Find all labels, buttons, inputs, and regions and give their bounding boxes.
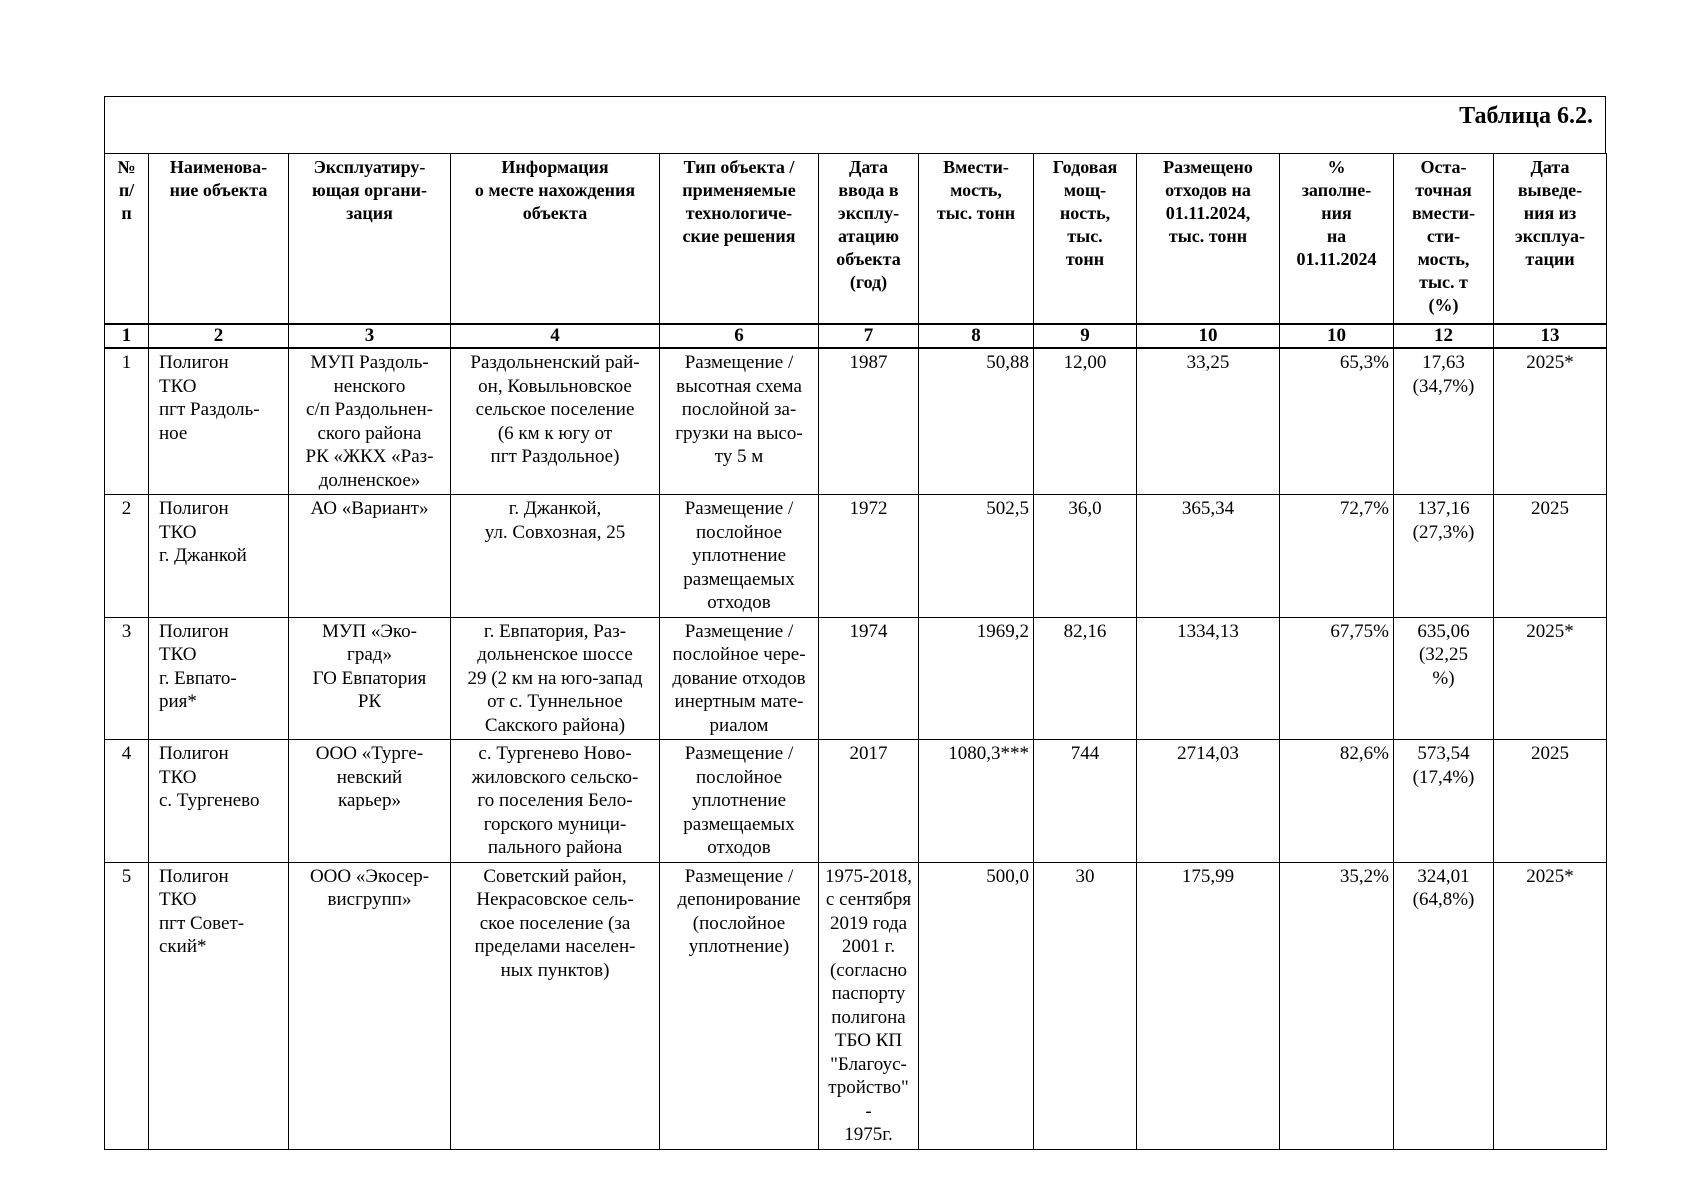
column-number: 13 [1494, 324, 1607, 348]
column-number: 8 [919, 324, 1034, 348]
cell-annual-capacity: 12,00 [1034, 348, 1137, 495]
cell-type: Размещение / послойное чере- дование отходов инертным мате- риалом [660, 617, 819, 740]
header-remaining-capacity: Оста- точная вмести- сти- мость, тыс. т (%) [1394, 154, 1494, 325]
column-number: 7 [819, 324, 919, 348]
column-number-row [105, 324, 1607, 348]
cell-remaining-capacity: 137,16 (27,3%) [1394, 495, 1494, 618]
cell-location: г. Евпатория, Раз- дольненское шоссе 29 (2 км на юго-запад от с. Туннельное Сакского района) [451, 617, 660, 740]
cell-placed-waste: 1334,13 [1137, 617, 1280, 740]
cell-decommission-date: 2025* [1494, 348, 1607, 495]
cell-operator: МУП Раздоль- ненского с/п Раздольнен- ского района РК «ЖКХ «Раз- долненское» [289, 348, 451, 495]
cell-remaining-capacity: 635,06 (32,25 %) [1394, 617, 1494, 740]
header-capacity: Вмести- мость, тыс. тонн [919, 154, 1034, 325]
table-caption: Таблица 6.2. [1459, 103, 1593, 129]
document-sheet [104, 96, 1606, 1150]
column-number: 2 [149, 324, 289, 348]
cell-commission-date: 1974 [819, 617, 919, 740]
cell-index: 5 [105, 862, 149, 1149]
cell-operator: ООО «Экосер- висгрупп» [289, 862, 451, 1149]
table-row [105, 495, 1607, 618]
cell-commission-date: 1972 [819, 495, 919, 618]
column-number: 6 [660, 324, 819, 348]
cell-location: Советский район, Некрасовское сель- ское поселение (за пределами населен- ных пунктов) [451, 862, 660, 1149]
cell-placed-waste: 33,25 [1137, 348, 1280, 495]
cell-placed-waste: 2714,03 [1137, 740, 1280, 863]
header-decommission-date: Дата выведе- ния из эксплуа- тации [1494, 154, 1607, 325]
header-name: Наименова- ние объекта [149, 154, 289, 325]
cell-capacity: 1969,2 [919, 617, 1034, 740]
cell-capacity: 502,5 [919, 495, 1034, 618]
cell-type: Размещение / послойное уплотнение размещаемых отходов [660, 740, 819, 863]
cell-index: 1 [105, 348, 149, 495]
cell-remaining-capacity: 573,54 (17,4%) [1394, 740, 1494, 863]
cell-location: г. Джанкой, ул. Совхозная, 25 [451, 495, 660, 618]
column-number: 3 [289, 324, 451, 348]
table-row [105, 348, 1607, 495]
cell-index: 2 [105, 495, 149, 618]
header-type: Тип объекта / применяемые технологиче- ские решения [660, 154, 819, 325]
cell-remaining-capacity: 17,63 (34,7%) [1394, 348, 1494, 495]
cell-name: Полигон ТКО пгт Совет- ский* [149, 862, 289, 1149]
column-number: 9 [1034, 324, 1137, 348]
cell-operator: АО «Вариант» [289, 495, 451, 618]
cell-type: Размещение / послойное уплотнение размещаемых отходов [660, 495, 819, 618]
caption-box [104, 96, 1606, 153]
cell-name: Полигон ТКО с. Тургенево [149, 740, 289, 863]
cell-decommission-date: 2025* [1494, 617, 1607, 740]
header-row [105, 154, 1607, 325]
cell-name: Полигон ТКО г. Евпато- рия* [149, 617, 289, 740]
table-row [105, 862, 1607, 1149]
cell-fill-percent: 67,75% [1280, 617, 1394, 740]
cell-decommission-date: 2025 [1494, 495, 1607, 618]
cell-index: 4 [105, 740, 149, 863]
cell-capacity: 500,0 [919, 862, 1034, 1149]
column-number: 4 [451, 324, 660, 348]
cell-index: 3 [105, 617, 149, 740]
table-row [105, 740, 1607, 863]
header-commission-date: Дата ввода в эксплу- атацию объекта (год) [819, 154, 919, 325]
header-location: Информация о месте нахождения объекта [451, 154, 660, 325]
cell-operator: МУП «Эко- град» ГО Евпатория РК [289, 617, 451, 740]
cell-annual-capacity: 36,0 [1034, 495, 1137, 618]
cell-commission-date: 1975-2018, с сентября 2019 года 2001 г. (согласно паспорту полигона ТБО КП "Благоус- тройство" - 1975г. [819, 862, 919, 1149]
cell-type: Размещение / депонирование (послойное уплотнение) [660, 862, 819, 1149]
cell-remaining-capacity: 324,01 (64,8%) [1394, 862, 1494, 1149]
cell-fill-percent: 72,7% [1280, 495, 1394, 618]
cell-fill-percent: 35,2% [1280, 862, 1394, 1149]
cell-decommission-date: 2025* [1494, 862, 1607, 1149]
column-number: 10 [1137, 324, 1280, 348]
header-annual-capacity: Годовая мощ- ность, тыс. тонн [1034, 154, 1137, 325]
cell-location: Раздольненский рай- он, Ковыльновское сельское поселение (6 км к югу от пгт Раздольное) [451, 348, 660, 495]
cell-annual-capacity: 30 [1034, 862, 1137, 1149]
cell-name: Полигон ТКО пгт Раздоль- ное [149, 348, 289, 495]
cell-type: Размещение / высотная схема послойной за- грузки на высо- ту 5 м [660, 348, 819, 495]
cell-capacity: 1080,3*** [919, 740, 1034, 863]
cell-fill-percent: 82,6% [1280, 740, 1394, 863]
cell-commission-date: 1987 [819, 348, 919, 495]
header-fill-percent: % заполне- ния на 01.11.2024 [1280, 154, 1394, 325]
cell-decommission-date: 2025 [1494, 740, 1607, 863]
landfill-table [104, 153, 1607, 1150]
cell-commission-date: 2017 [819, 740, 919, 863]
column-number: 1 [105, 324, 149, 348]
cell-capacity: 50,88 [919, 348, 1034, 495]
header-index: № п/ п [105, 154, 149, 325]
cell-fill-percent: 65,3% [1280, 348, 1394, 495]
column-number: 12 [1394, 324, 1494, 348]
cell-annual-capacity: 82,16 [1034, 617, 1137, 740]
table-row [105, 617, 1607, 740]
header-operator: Эксплуатиру- ющая органи- зация [289, 154, 451, 325]
cell-annual-capacity: 744 [1034, 740, 1137, 863]
cell-location: с. Тургенево Ново- жиловского сельско- го поселения Бело- горского муници- пального района [451, 740, 660, 863]
cell-name: Полигон ТКО г. Джанкой [149, 495, 289, 618]
column-number: 10 [1280, 324, 1394, 348]
cell-placed-waste: 175,99 [1137, 862, 1280, 1149]
cell-operator: ООО «Турге- невский карьер» [289, 740, 451, 863]
cell-placed-waste: 365,34 [1137, 495, 1280, 618]
header-placed-waste: Размещено отходов на 01.11.2024, тыс. тонн [1137, 154, 1280, 325]
